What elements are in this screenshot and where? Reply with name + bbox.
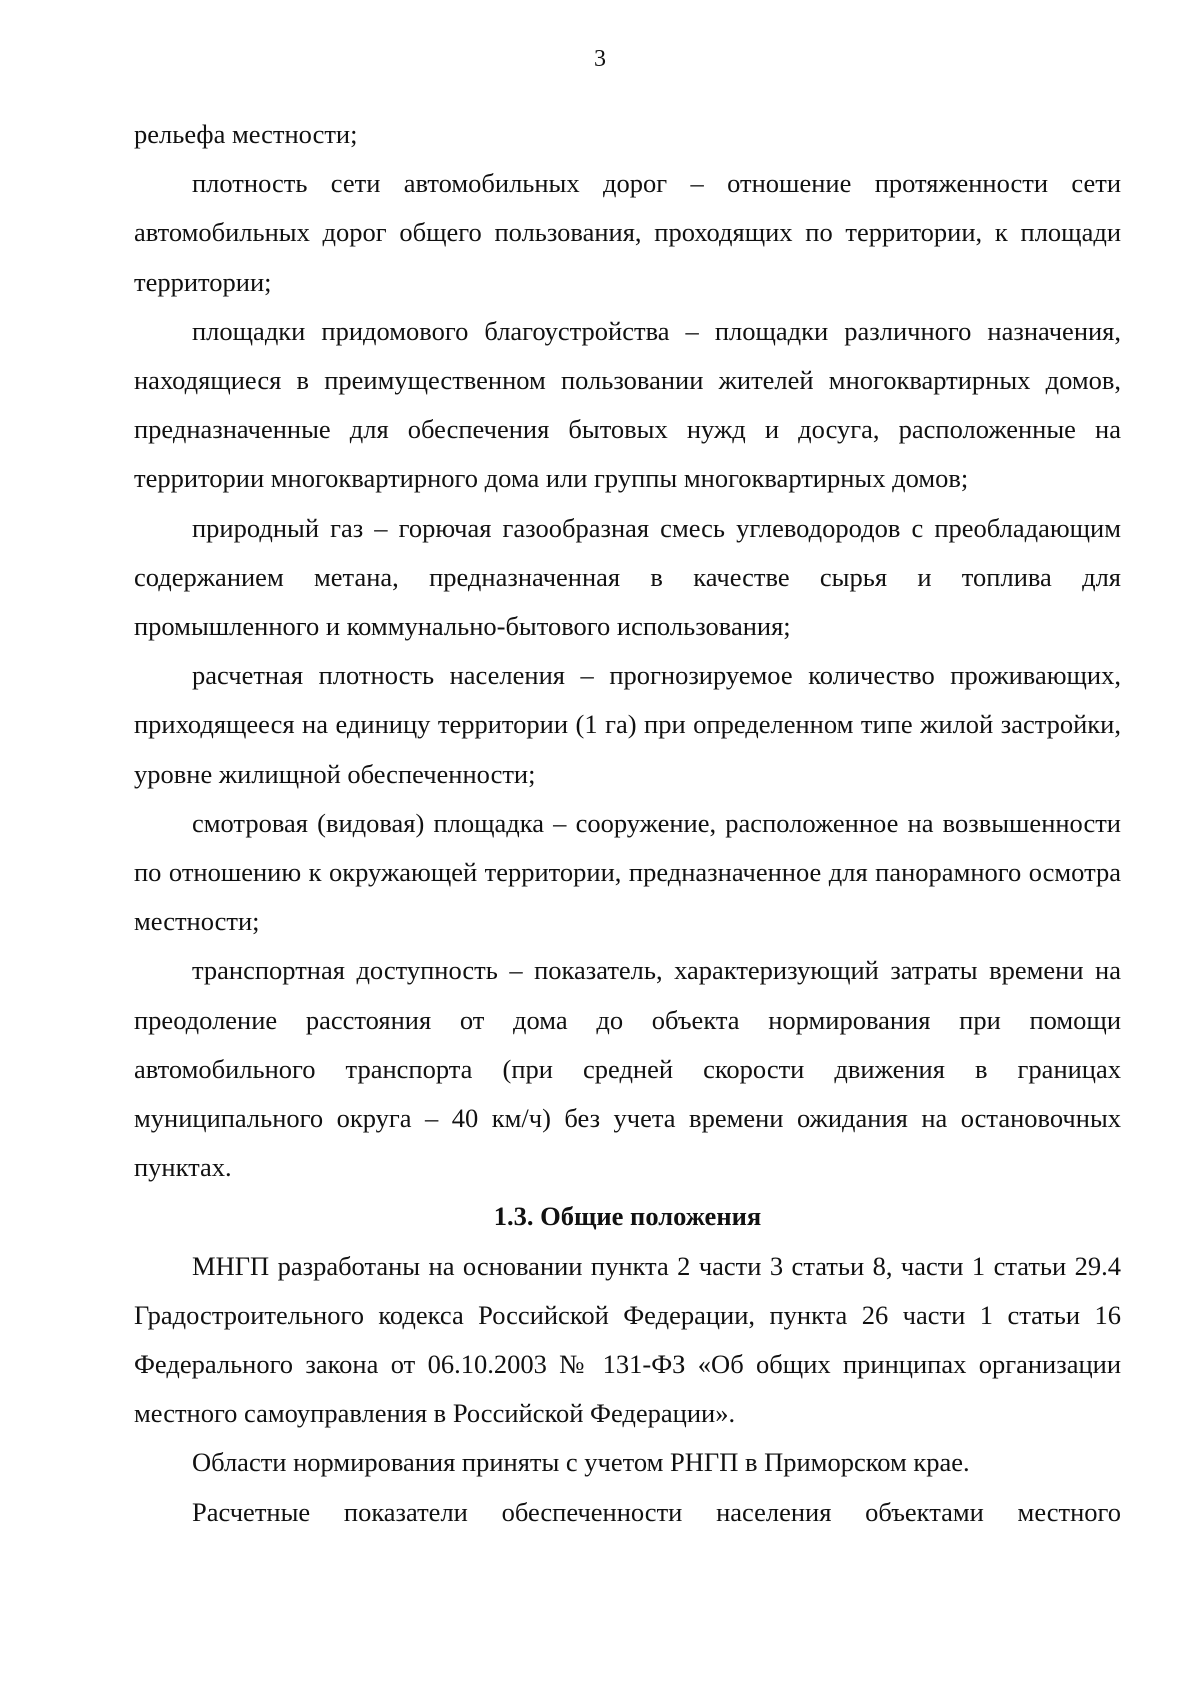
paragraph-legal-basis: МНГП разработаны на основании пункта 2 части 3 статьи 8, части 1 статьи 29.4 Градостроительного кодекса Российской Федерации, пункта 26 части 1 статьи 16 Федерального закона от 06.10.2003 № 131-ФЗ «Об общих принципах организации местного самоуправления в Российской Федерации».	[134, 1250, 1121, 1429]
paragraph-road-network-density: плотность сети автомобильных дорог – отношение протяженности сети автомобильных дорог общего пользования, проходящих по территории, к площади территории;	[134, 168, 1121, 297]
document-body	[134, 110, 1121, 1537]
paragraph-natural-gas: природный газ – горючая газообразная смесь углеводородов с преобладающим содержанием метана, предназначенная в качестве сырья и топлива для промышленного и коммунально-бытового использования;	[134, 512, 1121, 642]
paragraph-population-density: расчетная плотность населения – прогнозируемое количество проживающих, приходящееся на единицу территории (1 га) при определенном типе жилой застройки, уровне жилищной обеспеченности;	[134, 660, 1121, 789]
paragraph-transport-accessibility: транспортная доступность – показатель, характеризующий затраты времени на преодоление расстояния от дома до объекта нормирования при помощи автомобильного транспорта (при средней скорости движения в границах муниципального округа – 40 км/ч) без учета времени ожидания на остановочных пунктах.	[134, 955, 1121, 1183]
page-number: 3	[594, 46, 606, 72]
paragraph-courtyard-areas: площадки придомового благоустройства – площадки различного назначения, находящиеся в преимущественном пользовании жителей многоквартирных домов, предназначенные для обеспечения бытовых нужд и досуга, расположенные на территории многоквартирного дома или группы многоквартирных домов;	[134, 315, 1121, 494]
paragraph-normative-areas: Области нормирования приняты с учетом РНГП в Приморском крае.	[192, 1447, 970, 1478]
section-heading: 1.3. Общие положения	[493, 1201, 762, 1232]
paragraph-viewing-platform: смотровая (видовая) площадка – сооружение, расположенное на возвышенности по отношению к окружающей территории, предназначенное для панорамного осмотра местности;	[134, 807, 1121, 937]
paragraph-relief-continuation: рельефа местности;	[134, 119, 358, 149]
paragraph-calculated-indicators: Расчетные показатели обеспеченности населения объектами местного	[192, 1496, 1121, 1527]
